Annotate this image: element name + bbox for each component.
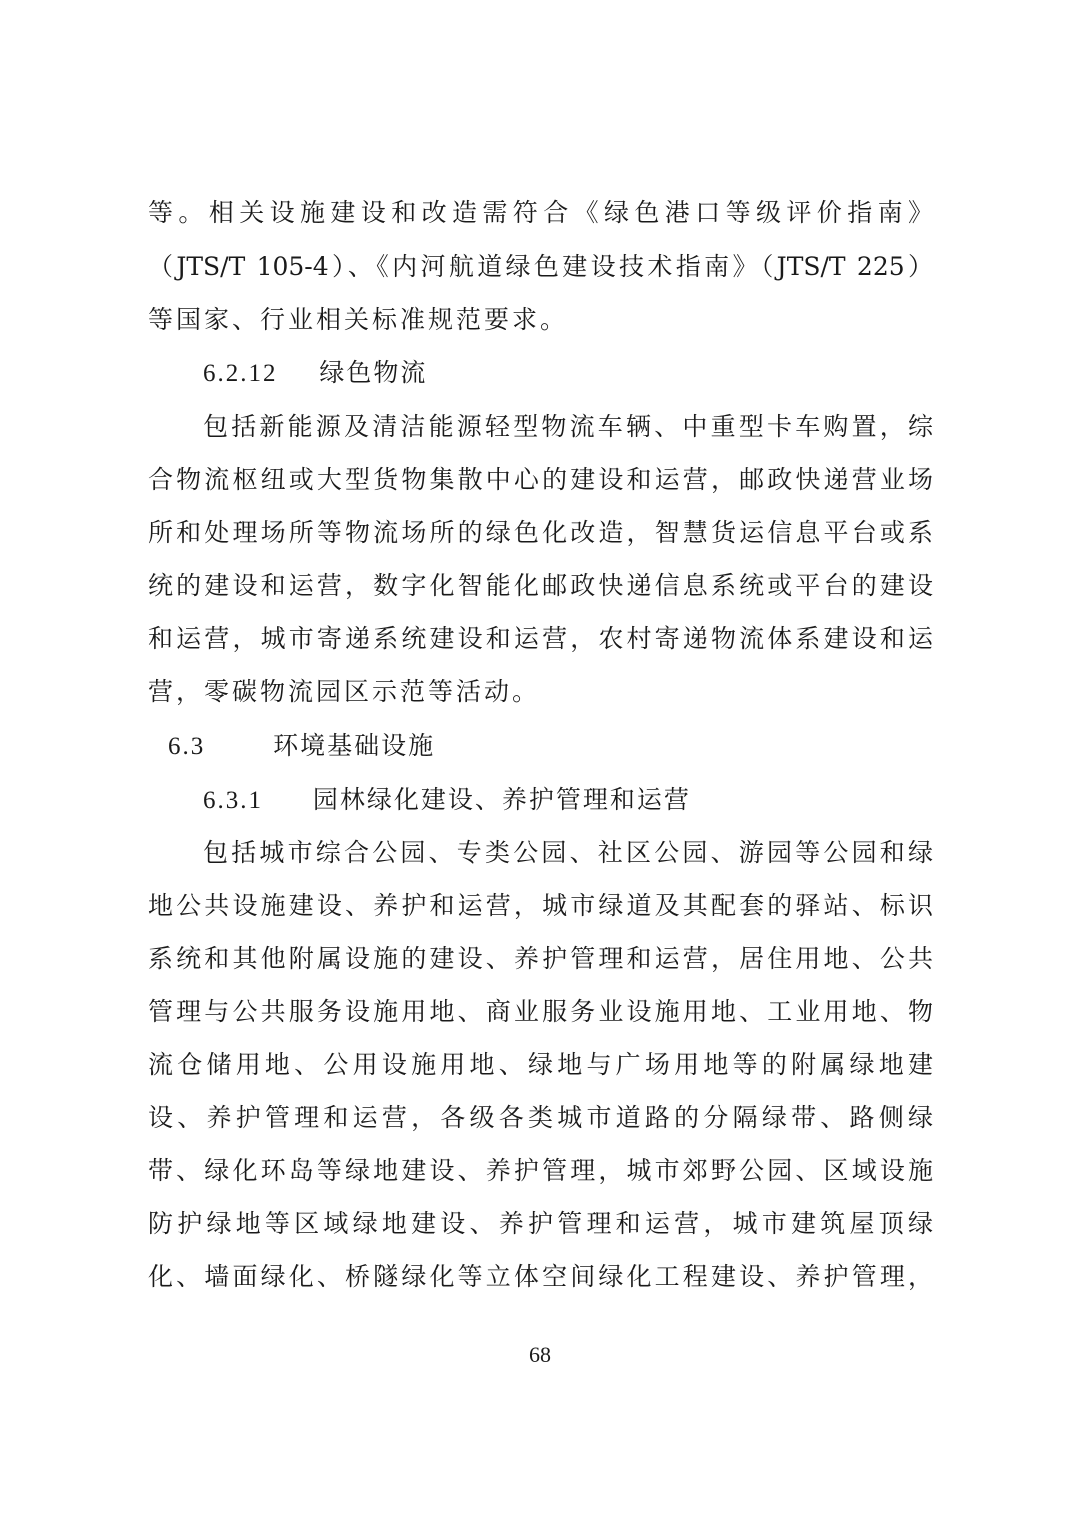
intro-line-3: 等国家、行业相关标准规范要求。 — [148, 305, 569, 334]
s631-line-3: 系统和其他附属设施的建设、养护管理和运营，居住用地、公共 — [148, 944, 933, 973]
s6212-line-5: 和运营，城市寄递系统建设和运营，农村寄递物流体系建设和运 — [148, 624, 933, 653]
section-title: 绿色物流 — [319, 358, 428, 387]
intro-line-2: （JTS/T 105-4）、《内河航道绿色建设技术指南》（JTS/T 225） — [148, 252, 933, 281]
s631-line-5: 流仓储用地、公用设施用地、绿地与广场用地等的附属绿地建 — [148, 1050, 933, 1079]
intro-line-1: 等。相关设施建设和改造需符合《绿色港口等级评价指南》 — [148, 198, 933, 227]
section-heading-6-3 — [168, 729, 435, 764]
section-number: 6.3.1 — [203, 787, 263, 814]
s631-line-9: 化、墙面绿化、桥隧绿化等立体空间绿化工程建设、养护管理， — [148, 1262, 933, 1291]
s6212-line-4: 统的建设和运营，数字化智能化邮政快递信息系统或平台的建设 — [148, 571, 933, 600]
s6212-line-2: 合物流枢纽或大型货物集散中心的建设和运营，邮政快递营业场 — [148, 465, 933, 494]
s631-line-8: 防护绿地等区域绿地建设、养护管理和运营，城市建筑屋顶绿 — [148, 1209, 933, 1238]
section-number: 6.2.12 — [203, 360, 278, 387]
s631-line-1: 包括城市综合公园、专类公园、社区公园、游园等公园和绿 — [203, 838, 933, 867]
s631-line-2: 地公共设施建设、养护和运营，城市绿道及其配套的驿站、标识 — [148, 891, 933, 920]
s631-line-6: 设、养护管理和运营，各级各类城市道路的分隔绿带、路侧绿 — [148, 1103, 933, 1132]
section-heading-6-3-1 — [203, 783, 691, 818]
section-title: 园林绿化建设、养护管理和运营 — [312, 785, 691, 814]
s6212-line-1: 包括新能源及清洁能源轻型物流车辆、中重型卡车购置，综 — [203, 412, 933, 441]
s6212-line-3: 所和处理场所等物流场所的绿色化改造，智慧货运信息平台或系 — [148, 518, 933, 547]
section-title: 环境基础设施 — [273, 731, 436, 760]
section-number: 6.3 — [168, 733, 206, 760]
page-number: 68 — [529, 1342, 551, 1367]
s631-line-7: 带、绿化环岛等绿地建设、养护管理，城市郊野公园、区域设施 — [148, 1156, 933, 1185]
section-heading-6-2-12 — [203, 356, 427, 391]
s6212-line-6: 营，零碳物流园区示范等活动。 — [148, 677, 541, 706]
s631-line-4: 管理与公共服务设施用地、商业服务业设施用地、工业用地、物 — [148, 997, 933, 1026]
